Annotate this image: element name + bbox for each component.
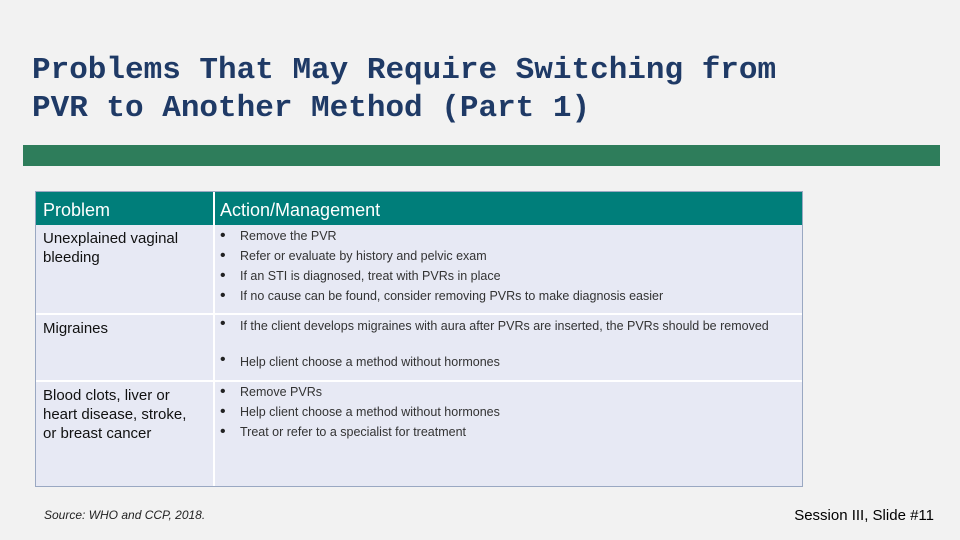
- problems-table: [35, 191, 803, 487]
- problem-text-line: Unexplained vaginal: [43, 230, 179, 247]
- title-divider-bar: [23, 145, 940, 166]
- problem-cell-bleeding: [43, 229, 178, 267]
- header-action-management: Action/Management: [220, 200, 381, 220]
- problem-text-line: Migraines: [43, 320, 109, 337]
- slide-title: [32, 52, 932, 128]
- problem-cell-migraines: [43, 319, 108, 338]
- action-list-migraines: [218, 318, 788, 370]
- row-divider: [36, 313, 802, 315]
- slide-number: Session III, Slide #11: [794, 507, 934, 524]
- action-item: • Remove the PVR: [218, 229, 788, 249]
- row-divider: [36, 380, 802, 382]
- source-citation: Source: WHO and CCP, 2018.: [44, 508, 206, 522]
- action-list-bleeding: [218, 229, 788, 309]
- action-item: • If an STI is diagnosed, treat with PVRs in place: [218, 269, 788, 289]
- action-item: • If no cause can be found, consider removing PVRs to make diagnosis easier: [218, 289, 788, 309]
- action-item: • Help client choose a method without hormones: [218, 405, 788, 425]
- problem-cell-blood-clots: [43, 386, 186, 443]
- action-item: • Remove PVRs: [218, 385, 788, 405]
- action-list-blood-clots: [218, 385, 788, 445]
- action-item: • Refer or evaluate by history and pelvic exam: [218, 249, 788, 269]
- slide-title-line-2: PVR to Another Method (Part 1): [32, 91, 591, 126]
- problem-text-line: bleeding: [43, 249, 100, 266]
- slide-title-line-1: Problems That May Require Switching from: [32, 53, 777, 88]
- table-header-row: [36, 192, 802, 225]
- action-item: • If the client develops migraines with aura after PVRs are inserted, the PVRs should be removed: [218, 318, 788, 354]
- action-item: • Treat or refer to a specialist for treatment: [218, 425, 788, 445]
- header-problem: Problem: [43, 200, 111, 220]
- problem-text-line: Blood clots, liver or: [43, 387, 170, 404]
- problem-text-line: or breast cancer: [43, 425, 152, 442]
- column-divider: [213, 192, 215, 486]
- problem-text-line: heart disease, stroke,: [43, 406, 187, 423]
- action-item: • Help client choose a method without hormones: [218, 354, 788, 370]
